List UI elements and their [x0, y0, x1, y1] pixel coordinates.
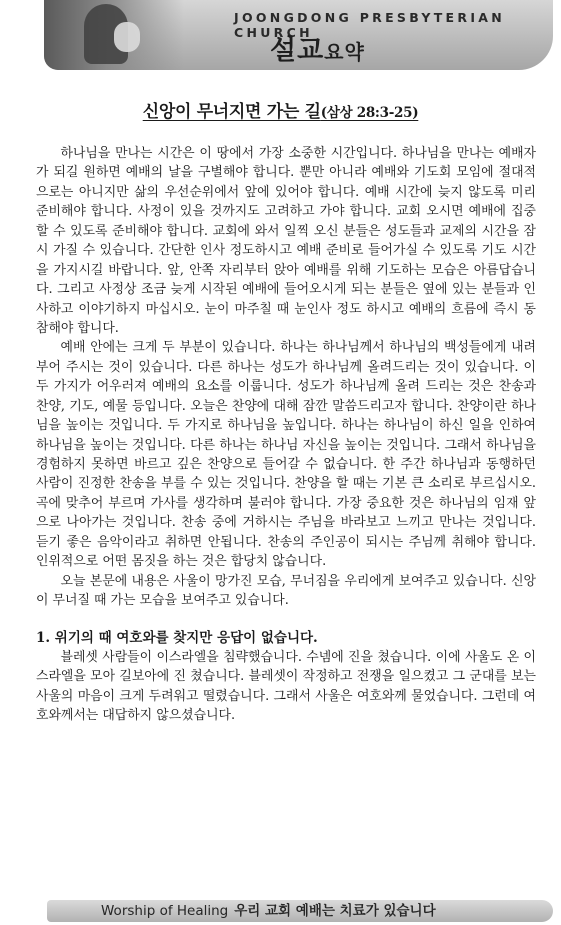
church-name: JOONGDONG PRESBYTERIAN CHURCH — [234, 10, 506, 40]
folded-hands — [114, 22, 140, 52]
footer-banner — [47, 900, 553, 922]
paragraph: 오늘 본문에 내용은 사울이 망가진 모습, 무너짐을 우리에게 보여주고 있습니다. 신앙이 무너질 때 가는 모습을 보여주고 있습니다. — [36, 573, 536, 609]
paragraph: 블레셋 사람들이 이스라엘을 침략했습니다. 수넴에 진을 쳤습니다. 이에 사울도 온 이스라엘을 모아 길보아에 진 쳤습니다. 블레셋이 작정하고 전쟁을 일으켰고 그 군대를 보는 사울의 마음이 크게 두려워고 떨렸습니다. 그래서 사울은 여호와께 물었습니다. 그런데 여호와께서는 대답하지 않으셨습니다. — [36, 649, 536, 724]
sermon-title — [0, 97, 561, 122]
section-heading: 1. 위기의 때 여호와를 찾지만 응답이 없습니다. — [36, 629, 318, 646]
footer-english: Worship of Healing — [101, 903, 229, 919]
scripture-reference: (삼상 28:3-25) — [320, 105, 419, 121]
sermon-body — [36, 144, 536, 726]
logo-small-text: 요약 — [324, 40, 365, 64]
footer-korean: 우리 교회 예배는 치료가 있습니다 — [234, 903, 436, 919]
logo-big-text: 설교 — [270, 35, 325, 66]
paragraph: 예배 안에는 크게 두 부분이 있습니다. 하나는 하나님께서 하나님의 백성들에게 내려 부어 주시는 것이 있습니다. 다른 하나는 성도가 하나님께 올려드리는 것이 있습니다. 이 두 가지가 어우러져 예배의 요소를 이룹니다. 성도가 하나님께 올려 드리는 것은 찬송과 찬양, 기도, 예물 등입니다. 오늘은 찬양에 대해 잠깐 말씀드리고자 합니다. 찬양이란 하나님을 높이는 것입니다. 두 가지로 하나님을 높입니다. 하나는 하나님이 하신 일을 인하여 하나님을 높이는 것입니다. 다른 하나는 하나님 자신을 높이는 것입니다. 그래서 하나님을 경험하지 못하면 바르고 깊은 찬양으로 들어갈 수 없습니다. 한 주간 하나님과 동행하던 사람이 진정한 찬송을 부를 수 있는 것입니다. 찬양을 할 때는 기본 큰 소리로 부르십시오. 곡에 맞추어 부르며 가사를 생각하며 불러야 합니다. 가장 중요한 것은 하나님의 임재 앞으로 나아가는 것입니다. 찬송 중에 거하시는 주님을 바라보고 느끼고 만나는 것입니다. 듣기 좋은 음악이라고 취하면 안됩니다. 찬송의 주인공이 되시는 주님께 취해야 합니다. 인위적으로 어떤 몸짓을 하는 것은 합당치 않습니다. — [36, 340, 536, 570]
praying-woman-photo — [44, 0, 184, 70]
sermon-title-text: 신앙이 무너지면 가는 길 — [142, 102, 321, 122]
section-logo — [270, 28, 365, 67]
header-banner — [44, 0, 553, 70]
paragraph: 하나님을 만나는 시간은 이 땅에서 가장 소중한 시간입니다. 하나님을 만나는 예배자가 되길 원하면 예배의 날을 구별해야 합니다. 뿐만 아니라 예배와 기도회 모임에 절대적으로는 아니지만 삶의 우선순위에서 앞에 있어야 합니다. 예배 시간에 늦지 않도록 미리 준비해야 합니다. 사정이 있을 것까지도 고려하고 가야 합니다. 교회 오시면 예배에 집중할 수 있도록 준비해야 합니다. 교회에 와서 일찍 오신 분들은 성도들과 교제의 시간을 잠시 가질 수 있습니다. 간단한 인사 정도하시고 예배 준비로 들어가실 수 있도록 기도 시간을 가지시길 바랍니다. 앞, 안쪽 자리부터 앉아 예배를 위해 기도하는 모습은 아름답습니다. 그리고 사정상 조금 늦게 시작된 예배에 들어오시게 되는 분들은 옆에 있는 분들과 인사하고 이야기하지 마십시오. 눈이 마주칠 때 눈인사 정도 하시고 예배의 흐름에 즉시 동참해야 합니다. — [36, 146, 536, 336]
